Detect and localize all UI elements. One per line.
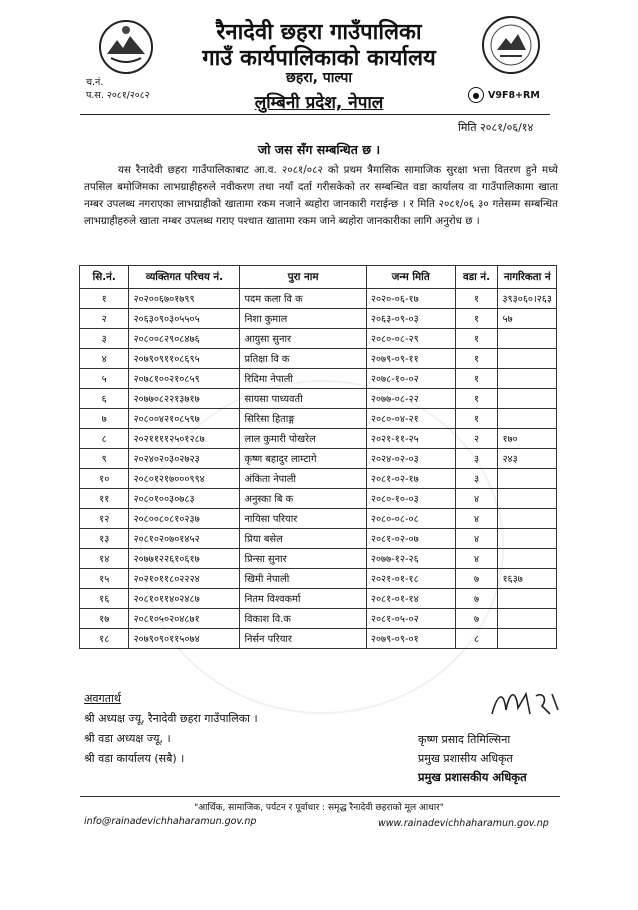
cell-ward: ४: [455, 529, 498, 549]
cell-serial: १२: [80, 509, 129, 529]
cell-id: २०८०१२१७०००९९४: [129, 469, 240, 489]
cell-name: प्रिया बसेल: [240, 529, 366, 549]
cell-citizenship: [498, 589, 557, 609]
header-id: व्यक्तिगत परिचय नं.: [129, 266, 240, 289]
cell-ward: १: [455, 409, 498, 429]
cell-serial: १०: [80, 469, 129, 489]
cell-dob: २०७८-१०-०२: [366, 369, 455, 389]
signatory-title: प्रमुख प्रशासीय अधिकृत: [418, 752, 513, 765]
table-row: [80, 409, 557, 429]
cell-name: प्रतिक्षा वि क: [240, 349, 366, 369]
office-name: गाउँ कार्यपालिकाको कार्यालय: [202, 46, 436, 71]
cell-ward: ७: [455, 569, 498, 589]
cell-ward: ४: [455, 509, 498, 529]
cell-id: २०७७१२२६१०६१७: [129, 549, 240, 569]
cc-line: श्री वडा अध्यक्ष ज्यू, ।: [84, 732, 171, 745]
table-row: [80, 529, 557, 549]
cell-name: खिमी नेपाली: [240, 569, 366, 589]
cell-name: सायसा पाध्यवती: [240, 389, 366, 409]
cc-block: [84, 689, 258, 769]
cell-dob: २०७७-१२-२६: [366, 549, 455, 569]
cell-id: २०८१०५०२०४८७१: [129, 609, 240, 629]
letter-subject: जो जस सँग सम्बन्धित छ ।: [257, 142, 381, 157]
cell-citizenship: [498, 609, 557, 629]
cell-name: पदम कला वि क: [240, 289, 366, 309]
cell-id: २०७९०९०११५०७४: [129, 629, 240, 649]
cell-name: सिरिसा हिताङ्ग: [240, 409, 366, 429]
cell-citizenship: १७०: [498, 429, 557, 449]
table-row: [80, 349, 557, 369]
cell-citizenship: ५७: [498, 309, 557, 329]
signatory-block: [418, 730, 527, 787]
cell-serial: ८: [80, 429, 129, 449]
cell-id: २०२११११२५०१२८७: [129, 429, 240, 449]
cell-name: अंकिता नेपाली: [240, 469, 366, 489]
cell-id: २०२००६७०१७९९: [129, 289, 240, 309]
beneficiary-table: [79, 265, 557, 649]
cell-ward: ८: [455, 629, 498, 649]
cell-ward: १: [455, 369, 498, 389]
cell-ward: १: [455, 389, 498, 409]
cell-citizenship: २४३: [498, 449, 557, 469]
table-row: [80, 589, 557, 609]
municipality-name: रैनादेवी छहरा गाउँपालिका: [216, 20, 422, 45]
cell-name: प्रिन्सा सुनार: [240, 549, 366, 569]
footer-email[interactable]: info@rainadevichhaharamun.gov.np: [84, 816, 257, 827]
header-ward: वडा नं.: [455, 266, 498, 289]
cell-serial: १८: [80, 629, 129, 649]
cell-dob: २०२४-०२-०३: [366, 449, 455, 469]
cell-serial: ७: [80, 409, 129, 429]
header-name: पुरा नाम: [240, 266, 366, 289]
cell-ward: १: [455, 309, 498, 329]
table-row: [80, 489, 557, 509]
cell-dob: २०२१-११-२५: [366, 429, 455, 449]
footer-divider: [80, 796, 560, 797]
table-row: [80, 509, 557, 529]
cell-ward: ७: [455, 589, 498, 609]
cell-id: २०२१०११८०२२२४: [129, 569, 240, 589]
cell-serial: २: [80, 309, 129, 329]
cell-citizenship: [498, 329, 557, 349]
table-row: [80, 449, 557, 469]
cell-dob: २०८०-०८-०८: [366, 509, 455, 529]
cell-dob: २०८१-०१-१४: [366, 589, 455, 609]
cell-serial: १: [80, 289, 129, 309]
fiscal-year-label: प.स. २०८१/२०८२: [86, 90, 150, 101]
cell-serial: ११: [80, 489, 129, 509]
cell-name: निशा कुमाल: [240, 309, 366, 329]
cell-ward: २: [455, 429, 498, 449]
header-divider: [80, 114, 550, 115]
header-citizenship: नागरिकता नं: [498, 266, 557, 289]
province-name: लुम्बिनी प्रदेश, नेपाल: [254, 93, 384, 113]
cell-serial: १४: [80, 549, 129, 569]
cell-citizenship: [498, 509, 557, 529]
cell-citizenship: [498, 489, 557, 509]
table-row: [80, 569, 557, 589]
cell-serial: १३: [80, 529, 129, 549]
header-serial: सि.नं.: [80, 266, 129, 289]
cell-ward: ७: [455, 609, 498, 629]
cell-id: २०७७०८२२१३७१७: [129, 389, 240, 409]
cell-citizenship: [498, 389, 557, 409]
cell-serial: १६: [80, 589, 129, 609]
official-stamp: प्रमुख प्रशासकीय अधिकृत: [418, 770, 527, 784]
cell-serial: १७: [80, 609, 129, 629]
cell-dob: २०६३-०९-०३: [366, 309, 455, 329]
cell-id: २०७८१००२१०८५९: [129, 369, 240, 389]
cell-id: २०२४०२०३०२७२३: [129, 449, 240, 469]
cell-id: २०८००४२१०८५९७: [129, 409, 240, 429]
cc-title: अवगतार्थ: [84, 692, 121, 705]
table-row: [80, 329, 557, 349]
header-dob: जन्म मिति: [366, 266, 455, 289]
cell-citizenship: [498, 529, 557, 549]
cell-ward: ४: [455, 549, 498, 569]
cell-dob: २०८१-०२-०७: [366, 529, 455, 549]
table-row: [80, 629, 557, 649]
table-header-row: [80, 266, 557, 289]
letter-body-text: यस रैनादेवी छहरा गाउँपालिकाबाट आ.व. २०८१/०८२ को प्रथम त्रैमासिक सामाजिक सुरक्षा भत्ता वितरण हुने मध्ये तपसिल बमोजिमका लाभग्राहीहरुले नवीकरण तथा नयाँ दर्ता गरीसकेको तर सम्बन्धित वडा कार्यालय वा गाउँपालिकामा खाता नम्बर उपलब्ध नगराएका लाभग्राहीको खातामा रकम नजाने ब्यहोरा जानकारी गराईन्छ । र मिति २०८१/०६ ३० गतेसम्म सम्बन्धित लाभग्राहीहरुले खाता नम्बर उपलब्ध गराए पश्चात खातामा रकम जाने ब्यहोरा जानकारीका लागि अनुरोध छ ।: [84, 164, 558, 227]
table-row: [80, 429, 557, 449]
letter-body: [84, 162, 558, 230]
cell-citizenship: १६३७: [498, 569, 557, 589]
cell-citizenship: ३९३०६०।२६३: [498, 289, 557, 309]
cell-id: २०८०१००३०७८३: [129, 489, 240, 509]
cell-dob: २०२१-०१-१८: [366, 569, 455, 589]
table-row: [80, 389, 557, 409]
map-pin-icon: ●: [468, 87, 484, 103]
cell-ward: ४: [455, 489, 498, 509]
cell-id: २०६३०९०३०५५०५: [129, 309, 240, 329]
cell-citizenship: [498, 369, 557, 389]
signatory-name: कृष्ण प्रसाद तिमिल्सिना: [418, 733, 511, 746]
cell-ward: १: [455, 329, 498, 349]
cell-dob: २०७९-०९-०१: [366, 629, 455, 649]
plus-code-text: V9F8+RM: [488, 89, 540, 101]
cell-serial: १५: [80, 569, 129, 589]
cell-serial: ५: [80, 369, 129, 389]
cell-citizenship: [498, 629, 557, 649]
cell-name: विकाश वि.क: [240, 609, 366, 629]
letter-number-label: च.नं.: [86, 77, 104, 88]
cell-citizenship: [498, 349, 557, 369]
cell-name: लाल कुमारी पोखरेल: [240, 429, 366, 449]
cell-serial: ६: [80, 389, 129, 409]
cell-serial: ९: [80, 449, 129, 469]
cell-name: नायिसा परियार: [240, 509, 366, 529]
cell-id: २०८००८२९०८४७६: [129, 329, 240, 349]
cell-serial: ३: [80, 329, 129, 349]
cc-line: श्री वडा कार्यालय (सबै) ।: [84, 752, 185, 765]
cell-id: २०७९०९११०८६९५: [129, 349, 240, 369]
cell-serial: ४: [80, 349, 129, 369]
cell-dob: २०७७-०८-२२: [366, 389, 455, 409]
cell-dob: २०८१-०२-१७: [366, 469, 455, 489]
cell-name: अनुस्का बि क: [240, 489, 366, 509]
cell-dob: २०८१-०५-०२: [366, 609, 455, 629]
cell-ward: १: [455, 289, 498, 309]
office-location: छहरा, पाल्पा: [286, 70, 352, 86]
cell-name: आयुसा सुनार: [240, 329, 366, 349]
footer-motto: "आर्थिक, सामाजिक, पर्यटन र पूर्वाधार : समृद्ध रैनादेवी छहराको मूल आधार": [194, 803, 444, 813]
table-row: [80, 289, 557, 309]
table-row: [80, 369, 557, 389]
cell-id: २०८००८०८१०२३७: [129, 509, 240, 529]
cell-ward: ३: [455, 449, 498, 469]
cell-ward: १: [455, 349, 498, 369]
letter-date: मिति २०८१/०६/१४: [458, 121, 534, 134]
location-code: [468, 86, 548, 104]
cell-name: कृष्ण बहादुर लाम्टागे: [240, 449, 366, 469]
cell-dob: २०८०-०४-२१: [366, 409, 455, 429]
cell-citizenship: [498, 409, 557, 429]
cell-citizenship: [498, 549, 557, 569]
cell-dob: २०८०-०८-२९: [366, 329, 455, 349]
cell-dob: २०७९-०९-११: [366, 349, 455, 369]
cc-line: श्री अध्यक्ष ज्यू, रैनादेवी छहरा गाउँपालिका ।: [84, 712, 258, 725]
table-row: [80, 469, 557, 489]
cell-dob: २०८०-१०-०३: [366, 489, 455, 509]
cell-name: रिदिमा नेपाली: [240, 369, 366, 389]
table-row: [80, 309, 557, 329]
cell-ward: ३: [455, 469, 498, 489]
footer-website[interactable]: www.rainadevichhaharamun.gov.np: [378, 818, 549, 829]
cell-dob: २०२०-०६-१७: [366, 289, 455, 309]
cell-citizenship: [498, 469, 557, 489]
cell-id: २०८१०२०७०१४५२: [129, 529, 240, 549]
cell-name: निर्सन परियार: [240, 629, 366, 649]
handwritten-signature: [486, 684, 566, 724]
cell-id: २०८१०११४०२४८७: [129, 589, 240, 609]
table-row: [80, 549, 557, 569]
table-row: [80, 609, 557, 629]
cell-name: नितम विश्वकर्मा: [240, 589, 366, 609]
